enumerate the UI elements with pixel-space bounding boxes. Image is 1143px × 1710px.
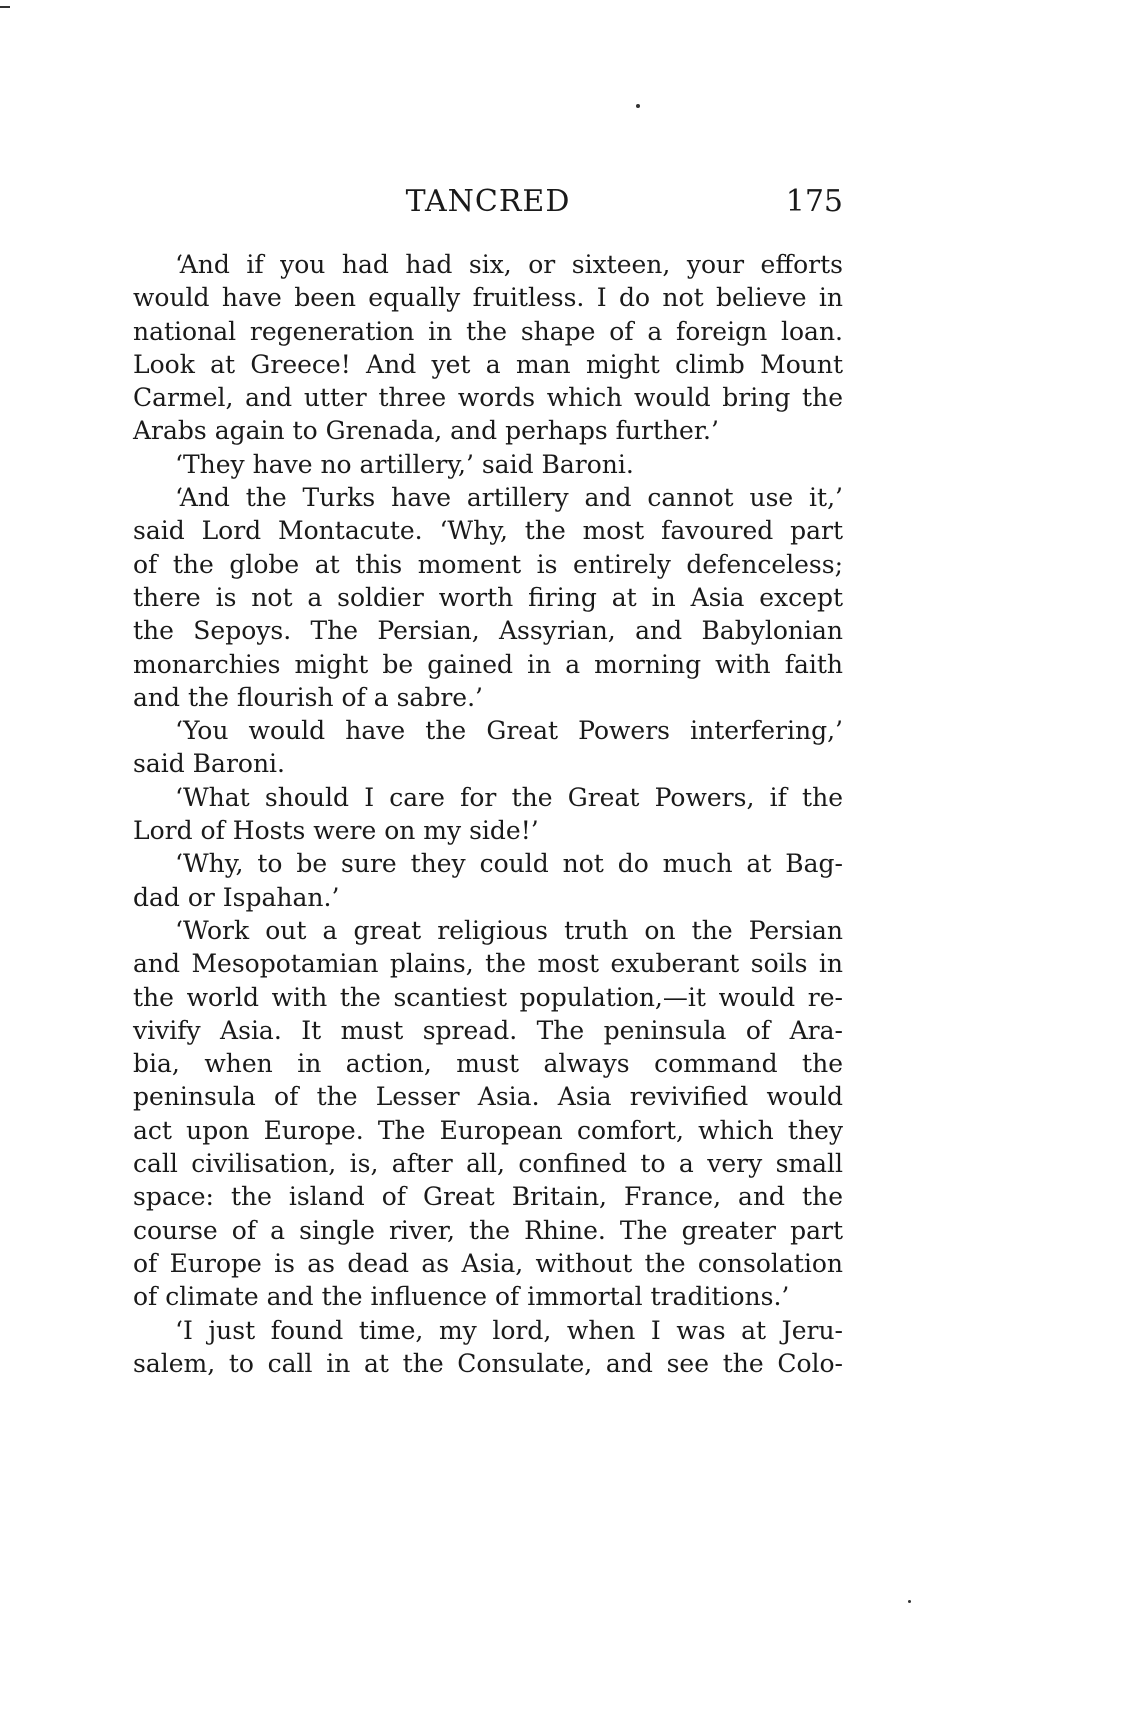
- text-line: said Lord Montacute. ‘Why, the most favoured part: [133, 516, 843, 546]
- text-line: Lord of Hosts were on my side!’: [133, 816, 539, 846]
- text-line: ‘What should I care for the Great Powers, if the: [175, 782, 843, 812]
- text-line: the Sepoys. The Persian, Assyrian, and Babylonian: [133, 616, 843, 646]
- body-text: [133, 248, 843, 1380]
- text-line: the world with the scantiest population,—it would re-: [133, 982, 843, 1012]
- page-header: [133, 182, 843, 222]
- text-line: ‘Why, to be sure they could not do much at Bag-: [175, 849, 843, 879]
- scan-speck: [0, 6, 10, 8]
- text-line: monarchies might be gained in a morning with faith: [133, 649, 843, 679]
- text-line: national regeneration in the shape of a foreign loan.: [133, 316, 843, 346]
- text-line: bia, when in action, must always command the: [133, 1049, 843, 1079]
- scan-speck: [636, 104, 640, 108]
- text-line: Look at Greece! And yet a man might climb Mount: [133, 349, 843, 379]
- scan-speck: [908, 1600, 911, 1603]
- text-line: dad or Ispahan.’: [133, 882, 340, 912]
- text-line: ‘And the Turks have artillery and cannot use it,’: [175, 483, 843, 513]
- text-line: and Mesopotamian plains, the most exuberant soils in: [133, 949, 843, 979]
- text-line: call civilisation, is, after all, confined to a very small: [133, 1149, 843, 1179]
- text-line: ‘They have no artillery,’ said Baroni.: [175, 449, 634, 479]
- text-line: Carmel, and utter three words which would bring the: [133, 383, 843, 413]
- text-line: Arabs again to Grenada, and perhaps further.’: [133, 416, 719, 446]
- text-line: there is not a soldier worth firing at in Asia except: [133, 582, 843, 612]
- text-line: act upon Europe. The European comfort, which they: [133, 1115, 843, 1145]
- text-line: of climate and the influence of immortal traditions.’: [133, 1282, 790, 1312]
- text-line: would have been equally fruitless. I do not believe in: [133, 283, 843, 313]
- text-line: ‘Work out a great religious truth on the Persian: [175, 915, 843, 945]
- text-line: vivify Asia. It must spread. The peninsula of Ara-: [133, 1015, 843, 1045]
- text-line: ‘And if you had had six, or sixteen, your efforts: [175, 250, 843, 279]
- text-line: and the flourish of a sabre.’: [133, 682, 483, 712]
- text-line: of the globe at this moment is entirely defenceless;: [133, 549, 843, 579]
- page-number: 175: [785, 184, 843, 219]
- text-line: ‘I just found time, my lord, when I was at Jeru-: [175, 1315, 843, 1345]
- text-line: course of a single river, the Rhine. The greater part: [133, 1215, 843, 1245]
- text-line: peninsula of the Lesser Asia. Asia revivified would: [133, 1082, 843, 1112]
- running-title: TANCRED: [405, 184, 571, 219]
- text-line: said Baroni.: [133, 749, 286, 779]
- text-line: of Europe is as dead as Asia, without the consolation: [133, 1248, 843, 1278]
- text-line: salem, to call in at the Consulate, and see the Colo-: [133, 1348, 843, 1378]
- text-line: space: the island of Great Britain, France, and the: [133, 1182, 843, 1212]
- text-line: ‘You would have the Great Powers interfering,’: [175, 716, 843, 746]
